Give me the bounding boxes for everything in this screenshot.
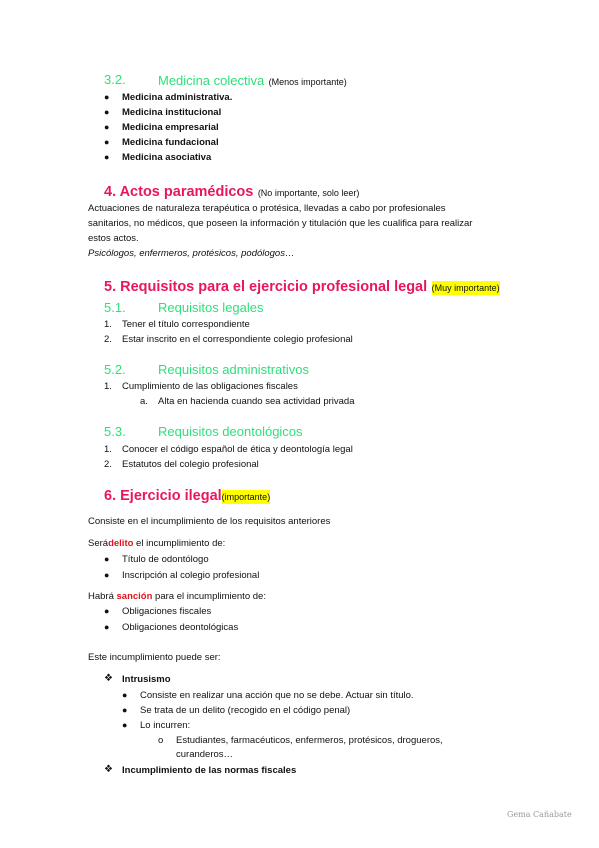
bullet-icon: ● xyxy=(104,107,110,117)
list-item: Consiste en realizar una acción que no se debe. Actuar sin título. xyxy=(140,690,414,701)
heading-4-title: 4. Actos paramédicos xyxy=(104,184,254,200)
list-item: Obligaciones fiscales xyxy=(122,606,212,617)
list-item: Medicina empresarial xyxy=(122,122,219,133)
heading-3-2-note: (Menos importante) xyxy=(268,77,347,87)
sub-list-item: curanderos… xyxy=(176,749,234,760)
list-number: 1. xyxy=(104,444,112,455)
circle-bullet-icon: o xyxy=(158,735,164,746)
paragraph-line: estos actos. xyxy=(88,233,139,244)
sub-list-item: Estudiantes, farmacéuticos, enfermeros, protésicos, drogueros, xyxy=(176,735,443,746)
list-item: Estar inscrito en el correspondiente colegio profesional xyxy=(122,334,353,345)
list-item: Se trata de un delito (recogido en el código penal) xyxy=(140,705,351,716)
list-item: Obligaciones deontológicas xyxy=(122,622,239,633)
diamond-bullet-icon: ❖ xyxy=(104,673,113,684)
list-item: Medicina administrativa. xyxy=(122,92,233,103)
heading-3-2-number: 3.2. xyxy=(104,72,126,87)
fiscales-label: Incumplimiento de las normas fiscales xyxy=(122,765,297,776)
diamond-bullet-icon: ❖ xyxy=(104,764,113,775)
sancion-post: para el incumplimiento de: xyxy=(152,591,266,602)
list-item: Conocer el código español de ética y deontología legal xyxy=(122,444,353,455)
bullet-icon: ● xyxy=(104,606,110,616)
sancion-word: sanción xyxy=(116,591,153,602)
heading-6-note: (importante) xyxy=(221,492,271,502)
list-item: Lo incurren: xyxy=(140,720,191,731)
heading-5-1-number: 5.1. xyxy=(104,300,126,315)
heading-5-note: (Muy importante) xyxy=(431,283,500,293)
heading-5-2-number: 5.2. xyxy=(104,362,126,377)
list-item: Cumplimiento de las obligaciones fiscales xyxy=(122,381,298,392)
list-letter: a. xyxy=(140,396,148,407)
heading-4 xyxy=(104,183,359,201)
bullet-icon: ● xyxy=(104,92,110,102)
heading-6 xyxy=(104,487,270,505)
intrusismo-label: Intrusismo xyxy=(122,674,171,685)
heading-5-3-title: Requisitos deontológicos xyxy=(158,424,303,439)
heading-6-title: 6. Ejercicio ilegal xyxy=(104,488,222,504)
bullet-icon: ● xyxy=(122,690,128,700)
paragraph-line: sanitarios, no médicos, que poseen la información y titulación que les cualifica para realizar xyxy=(88,218,473,229)
delito-line xyxy=(88,538,225,549)
bullet-icon: ● xyxy=(122,705,128,715)
heading-5-3-number: 5.3. xyxy=(104,424,126,439)
delito-post: el incumplimiento de: xyxy=(133,538,226,549)
examples-text: Psicólogos, enfermeros, protésicos, podólogos… xyxy=(88,248,295,259)
heading-5-2-title: Requisitos administrativos xyxy=(158,362,310,377)
delito-pre: Será xyxy=(88,538,109,549)
paragraph-line: Actuaciones de naturaleza terapéutica o protésica, llevadas a cabo por profesionales xyxy=(88,203,446,214)
list-item: Inscripción al colegio profesional xyxy=(122,570,260,581)
list-item: Medicina fundacional xyxy=(122,137,219,148)
list-item: Tener el título correspondiente xyxy=(122,319,250,330)
heading-5-title: 5. Requisitos para el ejercicio profesional legal xyxy=(104,279,428,295)
bullet-icon: ● xyxy=(104,554,110,564)
heading-4-note: (No importante, solo leer) xyxy=(257,188,360,198)
heading-3-2 xyxy=(158,72,347,90)
sancion-line xyxy=(88,591,266,602)
bullet-icon: ● xyxy=(122,720,128,730)
bullet-icon: ● xyxy=(104,570,110,580)
bullet-icon: ● xyxy=(104,622,110,632)
puede-text: Este incumplimiento puede ser: xyxy=(88,652,221,663)
delito-word: delito xyxy=(108,538,134,549)
intro-text: Consiste en el incumplimiento de los requisitos anteriores xyxy=(88,516,331,527)
bullet-icon: ● xyxy=(104,122,110,132)
list-item: Medicina asociativa xyxy=(122,152,212,163)
heading-5 xyxy=(104,278,500,296)
heading-5-1-title: Requisitos legales xyxy=(158,300,264,315)
list-item: Título de odontólogo xyxy=(122,554,209,565)
list-number: 1. xyxy=(104,381,112,392)
sub-list-item: Alta en hacienda cuando sea actividad privada xyxy=(158,396,355,407)
heading-3-2-title: Medicina colectiva xyxy=(158,73,265,88)
bullet-icon: ● xyxy=(104,152,110,162)
list-number: 2. xyxy=(104,334,112,345)
list-number: 2. xyxy=(104,459,112,470)
bullet-icon: ● xyxy=(104,137,110,147)
footer-author: Gema Cañabate xyxy=(507,810,572,819)
list-item: Medicina institucional xyxy=(122,107,222,118)
list-number: 1. xyxy=(104,319,112,330)
list-item: Estatutos del colegio profesional xyxy=(122,459,259,470)
sancion-pre: Habrá xyxy=(88,591,117,602)
